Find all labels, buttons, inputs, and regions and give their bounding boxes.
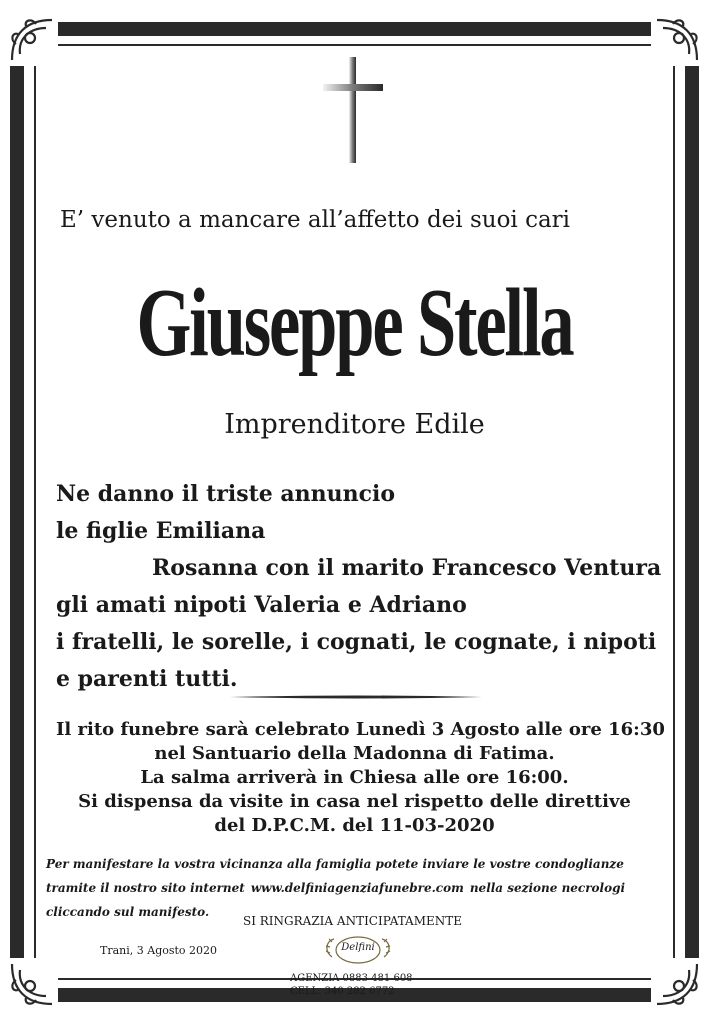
corner-ornament-icon [6, 14, 58, 66]
ceremony-line: La salma arriverà in Chiesa alle ore 16:00. [140, 767, 569, 788]
agency-contacts [290, 972, 430, 998]
family-line: le figlie Emiliana [56, 518, 266, 544]
corner-ornament-icon [651, 958, 703, 1010]
agency-mobile: CELL. 340 282 6772 [290, 986, 395, 997]
cross-icon [322, 57, 384, 165]
family-line: i fratelli, le sorelle, i cognati, le cognate, i nipoti [56, 629, 657, 655]
family-line: Rosanna con il marito Francesco Ventura [152, 555, 662, 581]
agency-phone: AGENZIA 0883 481 608 [290, 973, 413, 984]
agency-logo-text: Delfini [341, 942, 375, 953]
ceremony-details [0, 718, 709, 838]
corner-ornament-icon [651, 14, 703, 66]
family-line: Ne danno il triste annuncio [56, 481, 396, 507]
corner-ornament-icon [6, 958, 58, 1010]
website-link[interactable]: www.delfiniagenziafunebre.com [250, 881, 464, 895]
deceased-name: Giuseppe Stella [136, 269, 573, 377]
ceremony-line: Si dispensa da visite in casa nel rispetto delle direttive [78, 791, 631, 812]
ceremony-line: nel Santuario della Madonna di Fatima. [154, 743, 555, 764]
note-suffix: nella sezione necrologi [469, 881, 626, 895]
place-date: Trani, 3 Agosto 2020 [100, 944, 218, 957]
divider-line [230, 695, 482, 699]
intro-text: E’ venuto a mancare all’affetto dei suoi cari [60, 207, 571, 233]
note-line [46, 876, 666, 900]
note-prefix: tramite il nostro sito internet [46, 881, 245, 895]
ceremony-line: del D.P.C.M. del 11-03-2020 [214, 815, 495, 836]
deceased-role: Imprenditore Edile [224, 409, 485, 440]
note-line: Per manifestare la vostra vicinanza alla famiglia potete inviare le vostre condoglianze [46, 857, 624, 871]
thanks-text: SI RINGRAZIA ANTICIPATAMENTE [243, 914, 463, 928]
ceremony-line: Il rito funebre sarà celebrato Lunedì 3 Agosto alle ore 16:30 [56, 719, 665, 740]
family-line: gli amati nipoti Valeria e Adriano [56, 592, 467, 618]
family-line: e parenti tutti. [56, 666, 238, 692]
family-announcement [56, 476, 662, 698]
note-line: cliccando sul manifesto. [46, 905, 210, 919]
